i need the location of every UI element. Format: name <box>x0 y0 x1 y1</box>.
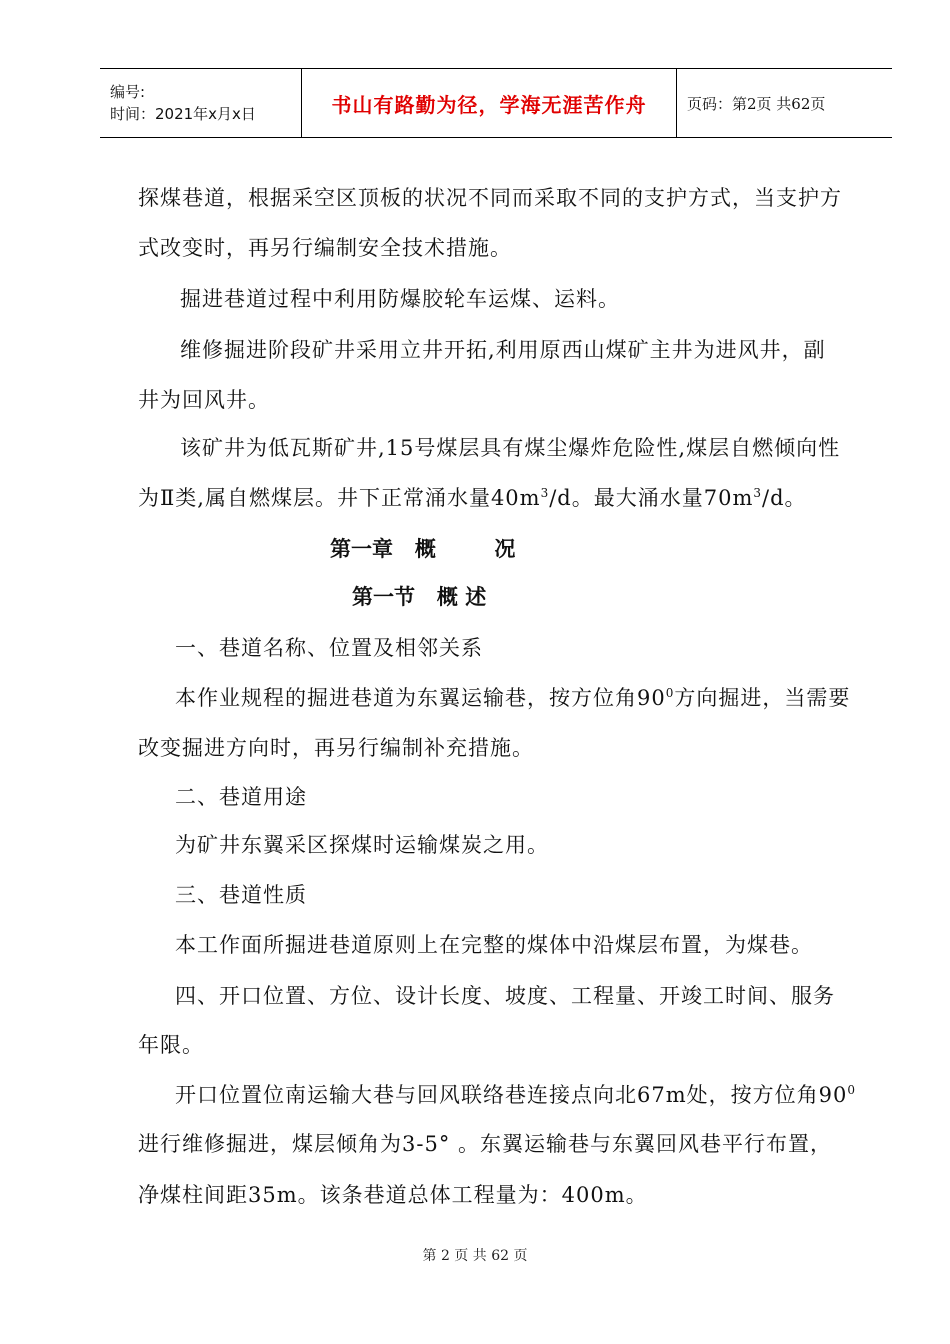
paragraph-line: 为矿井东翼采区探煤时运输煤炭之用。 <box>175 833 549 857</box>
page-footer: 第 2 页 共 62 页 <box>422 1248 528 1264</box>
header-page <box>677 69 892 137</box>
paragraph-line: 式改变时，再另行编制安全技术措施。 <box>138 236 512 260</box>
paragraph-line: 净煤柱间距35m。该条巷道总体工程量为：400m。 <box>138 1183 648 1207</box>
subsection-heading: 一、巷道名称、位置及相邻关系 <box>175 636 483 660</box>
paragraph-line: 为Ⅱ类,属自燃煤层。井下正常涌水量$40m^3/d$。最大涌水量$70m^3/d$。 <box>138 486 807 510</box>
subsection-heading: 四、开口位置、方位、设计长度、坡度、工程量、开竣工时间、服务 <box>175 984 835 1008</box>
page-label: 页码：第2页 共62页 <box>687 94 826 113</box>
paragraph-line: 进行维修掘进，煤层倾角为3-5° 。东翼运输巷与东翼回风巷平行布置， <box>138 1132 832 1156</box>
subsection-heading: 三、巷道性质 <box>175 883 307 907</box>
paragraph-line: 年限。 <box>138 1033 204 1057</box>
paragraph-line: 改变掘进方向时，再另行编制补充措施。 <box>138 736 534 760</box>
section-heading: 第一节 概 述 <box>352 584 487 609</box>
header-motto <box>302 69 677 137</box>
time-label: 时间：2021年x月x日 <box>110 105 256 123</box>
paragraph-line: 维修掘进阶段矿井采用立井开拓,利用原西山煤矿主井为进风井，副 <box>180 338 826 362</box>
header-meta <box>100 69 302 137</box>
subsection-heading: 二、巷道用途 <box>175 785 307 809</box>
chapter-heading: 第一章 概 况 <box>330 536 516 561</box>
paragraph-line: 掘进巷道过程中利用防爆胶轮车运煤、运料。 <box>180 287 620 311</box>
paragraph-line: 该矿井为低瓦斯矿井,15号煤层具有煤尘爆炸危险性,煤层自燃倾向性 <box>180 436 841 460</box>
paragraph-line: 本工作面所掘进巷道原则上在完整的煤体中沿煤层布置，为煤巷。 <box>175 933 813 957</box>
paragraph-line: 开口位置位南运输大巷与回风联络巷连接点向北67m处，按方位角$90^0$ <box>175 1083 856 1107</box>
paragraph-line: 本作业规程的掘进巷道为东翼运输巷，按方位角$90^0$方向掘进，当需要 <box>175 686 851 710</box>
number-label: 编号: <box>110 83 146 101</box>
paragraph-line: 探煤巷道，根据采空区顶板的状况不同而采取不同的支护方式，当支护方 <box>138 186 842 210</box>
motto-text: 书山有路勤为径，学海无涯苦作舟 <box>331 92 647 117</box>
page-header <box>100 68 892 138</box>
paragraph-line: 井为回风井。 <box>138 388 270 412</box>
